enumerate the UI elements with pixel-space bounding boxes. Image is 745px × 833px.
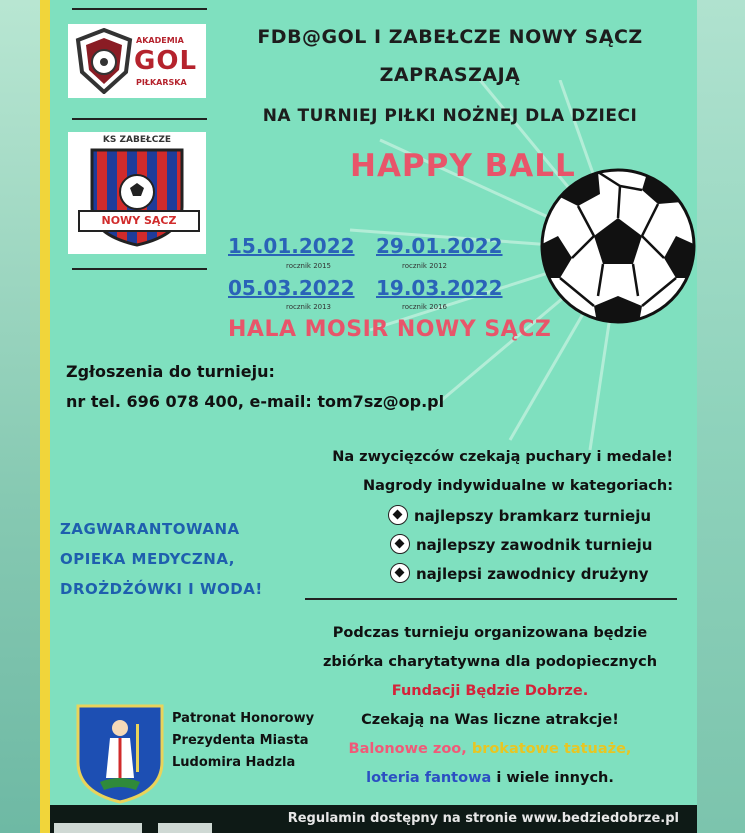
akademia-gol-logo — [68, 24, 206, 98]
date-4-note: rocznik 2016 — [402, 303, 448, 311]
date-1-note: rocznik 2015 — [286, 262, 332, 270]
charity-line-2: zbiórka charytatywna dla podopiecznych — [322, 654, 658, 670]
header-line-3: NA TURNIEJ PIŁKI NOŻNEJ DLA DZIECI — [262, 106, 638, 126]
date-1: 15.01.2022 — [228, 234, 355, 258]
guarantee-line-1: ZAGWARANTOWANA — [60, 520, 240, 538]
footer-logo-2 — [158, 823, 212, 833]
and-more-text: i wiele innych. — [496, 770, 614, 786]
header-line-1: FDB@GOL I ZABEŁCZE NOWY SĄCZ — [257, 26, 643, 48]
divider-bottom — [72, 268, 207, 270]
soccer-ball-icon — [538, 166, 697, 326]
ks-banner: NOWY SĄCZ — [78, 210, 200, 232]
ks-zabelcze-logo — [68, 132, 206, 254]
guarantee-line-3: DROŻDŻÓWKI I WODA! — [60, 580, 263, 598]
header-line-2: ZAPRASZAJĄ — [379, 64, 521, 86]
date-3-note: rocznik 2013 — [286, 303, 332, 311]
glitter-tattoo-text: brokatowe tatuaże, — [471, 741, 632, 757]
divider-top — [72, 8, 207, 10]
akademia-bottom-text: PIŁKARSKA — [136, 78, 187, 87]
date-3: 05.03.2022 — [228, 276, 355, 300]
poster — [50, 0, 697, 833]
city-coat-of-arms-icon — [74, 704, 166, 804]
footer-logo-1 — [54, 823, 142, 833]
contact-heading: Zgłoszenia do turnieju: — [66, 362, 275, 381]
date-2: 29.01.2022 — [376, 234, 503, 258]
balloon-zoo-text: Balonowe zoo, — [348, 741, 467, 757]
prizes-line-2: Nagrody indywidualne w kategoriach: — [362, 478, 673, 494]
prize-item-3: najlepsi zawodnicy drużyny — [390, 563, 649, 583]
yellow-side-bar — [40, 0, 50, 833]
soccer-ball-bullet-icon — [388, 505, 408, 525]
patronage-line-3: Ludomira Hadzla — [172, 755, 296, 770]
patronage-line-2: Prezydenta Miasta — [172, 733, 309, 748]
soccer-ball-bullet-icon — [390, 563, 410, 583]
divider-mid — [72, 118, 207, 120]
footer-text: Regulamin dostępny na stronie www.bedziedobrze.pl — [287, 811, 679, 826]
date-4: 19.03.2022 — [376, 276, 503, 300]
charity-attractions: Czekają na Was liczne atrakcje! — [361, 712, 619, 728]
charity-extras-1 — [290, 741, 690, 757]
patronage-line-1: Patronat Honorowy — [172, 711, 315, 726]
patronage-block — [172, 708, 314, 774]
event-name: HAPPY BALL — [350, 148, 576, 184]
guarantee-line-2: OPIEKA MEDYCZNA, — [60, 550, 235, 568]
prize-item-1: najlepszy bramkarz turnieju — [388, 505, 651, 525]
charity-extras-2 — [290, 770, 690, 786]
akademia-top-text: AKADEMIA — [136, 36, 184, 45]
venue: HALA MOSIR NOWY SĄCZ — [228, 317, 552, 342]
charity-foundation: Fundacji Będzie Dobrze. — [391, 683, 589, 699]
divider-right — [305, 598, 677, 600]
prize-item-2: najlepszy zawodnik turnieju — [390, 534, 652, 554]
guarantee-block — [60, 514, 263, 604]
background-right — [697, 0, 745, 833]
footer-bar — [50, 805, 697, 833]
ks-crest-icon — [87, 147, 187, 247]
akademia-shield-icon — [74, 28, 134, 94]
charity-line-1: Podczas turnieju organizowana będzie — [332, 625, 648, 641]
soccer-ball-bullet-icon — [390, 534, 410, 554]
ks-top-text: KS ZABEŁCZE — [102, 135, 172, 145]
contact-details: nr tel. 696 078 400, e-mail: tom7sz@op.pl — [66, 392, 445, 411]
background-left — [0, 0, 40, 833]
date-2-note: rocznik 2012 — [402, 262, 448, 270]
prizes-line-1: Na zwycięzców czekają puchary i medale! — [332, 449, 673, 465]
lottery-text: loteria fantowa — [366, 770, 492, 786]
akademia-main-text: GOL — [134, 46, 198, 76]
